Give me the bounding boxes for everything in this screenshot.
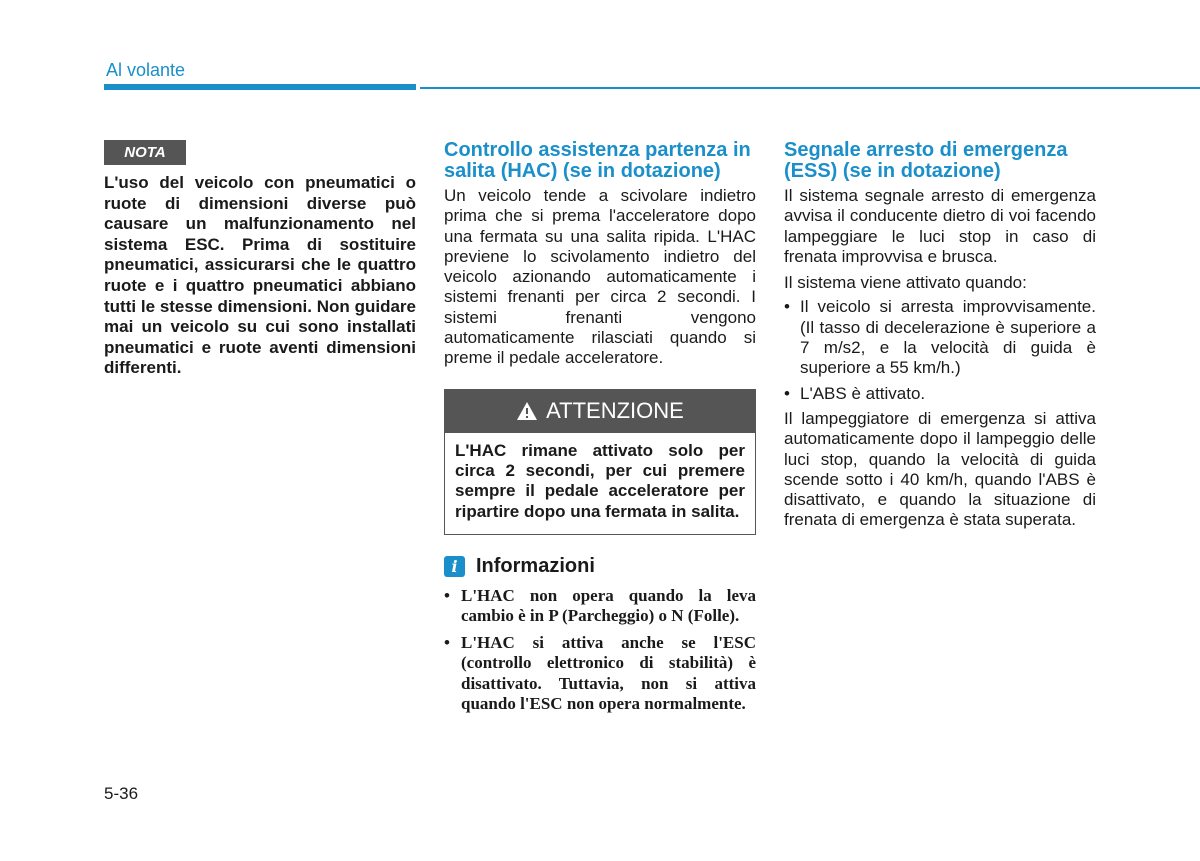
info-icon: i <box>444 556 465 577</box>
column-left <box>104 140 416 379</box>
hac-body: Un veicolo tende a scivolare indietro prima che si prema l'acceleratore dopo una fermata su una salita ripida. L'HAC previene lo scivolamento indietro del veicolo azionando automaticamente i sistemi frenanti per circa 2 secondi. I sistemi frenanti vengono automaticamente rilasciati quando si preme il pedale acceleratore. <box>444 186 756 368</box>
ess-condition-item: • Il veicolo si arresta improvvisamente. (Il tasso di decelerazione è superiore a 7 m/s2, e la velocità di guida è superiore a 55 km/h.) <box>784 297 1096 378</box>
page-number: 5-36 <box>104 784 139 803</box>
warning-header <box>445 390 755 433</box>
ess-condition-item: • L'ABS è attivato. <box>784 384 1096 404</box>
ess-body-intro: Il sistema segnale arresto di emergenza avvisa il conducente dietro di voi facendo lampeggiare le luci stop in caso di frenata improvvisa e brusca. <box>784 186 1096 266</box>
warning-triangle-icon <box>516 401 538 421</box>
ess-condition-list <box>784 297 1096 403</box>
ess-body-hazard: Il lampeggiatore di emergenza si attiva automaticamente dopo il lampeggio delle luci stop, quando la velocità di guida scende sotto i 40 km/h, quando l'ABS è disattivato, e quando la situazione di frenata di emergenza è stata superata. <box>784 408 1096 530</box>
column-middle <box>444 140 756 721</box>
hac-section-title: Controllo assistenza partenza in salita (HAC) (se in dotazione) <box>444 139 751 182</box>
section-header-title: Al volante <box>106 60 186 80</box>
header-rule-thick <box>104 84 416 90</box>
ess-section-title: Segnale arresto di emergenza (ESS) (se in dotazione) <box>784 139 1068 182</box>
column-right <box>784 140 1096 531</box>
info-header <box>444 555 756 578</box>
info-title: Informazioni <box>476 554 595 577</box>
info-list-item: • L'HAC si attiva anche se l'ESC (controllo elettronico di stabilità) è disattivato. Tuttavia, non si attiva quando l'ESC non opera normalmente. <box>444 633 756 715</box>
header-rule-thin <box>420 87 1200 89</box>
info-list-item: • L'HAC non opera quando la leva cambio è in P (Parcheggio) o N (Folle). <box>444 586 756 627</box>
info-list <box>444 586 756 715</box>
ess-body-activation: Il sistema viene attivato quando: <box>784 273 1027 293</box>
nota-text: L'uso del veicolo con pneumatici o ruote di dimensioni diverse può causare un malfunzionamento nel sistema ESC. Prima di sostituire pneumatici, assicurarsi che le quattro ruote e i quattro pneumatici abbiano tutti le stesse dimensioni. Non guidare mai un veicolo su cui sono installati pneumatici e ruote aventi dimensioni differenti. <box>104 173 416 378</box>
nota-label: NOTA <box>104 140 186 165</box>
warning-title: ATTENZIONE <box>546 398 684 424</box>
warning-text: L'HAC rimane attivato solo per circa 2 secondi, per cui premere sempre il pedale acceleratore per ripartire dopo una fermata in salita. <box>455 440 745 521</box>
warning-box <box>444 389 756 535</box>
